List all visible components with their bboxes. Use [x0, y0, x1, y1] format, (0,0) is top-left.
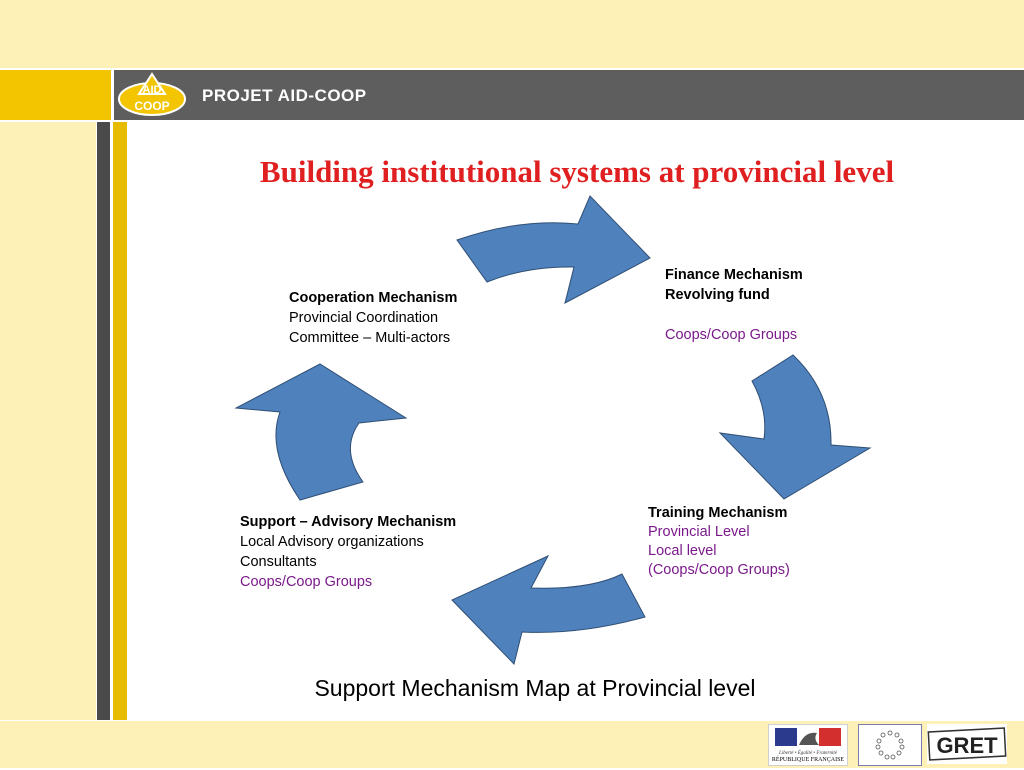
cooperation-line2: Committee – Multi-actors	[289, 330, 451, 346]
training-line3: (Coops/Coop Groups)	[648, 562, 790, 578]
finance-subheading: Revolving fund	[665, 287, 770, 303]
diagram-caption: Support Mechanism Map at Provincial level	[314, 675, 756, 701]
support-groups: Coops/Coop Groups	[240, 574, 373, 590]
finance-mechanism-label	[665, 265, 803, 345]
training-mechanism-label	[648, 504, 790, 580]
support-line1: Local Advisory organizations	[240, 534, 424, 550]
support-mechanism-label	[240, 512, 456, 592]
logo-text-top: AID	[142, 84, 162, 96]
arrow-finance-to-training	[720, 355, 870, 499]
training-heading: Training Mechanism	[648, 505, 788, 521]
eu-stars-icon	[859, 725, 921, 765]
gret-text: GRET	[936, 733, 998, 758]
gret-logo	[927, 724, 1007, 764]
cooperation-mechanism-label	[289, 288, 457, 348]
arrow-training-to-support	[452, 556, 645, 664]
republique-motto: Liberté • Égalité • Fraternité	[779, 751, 837, 756]
header-title: PROJET AID-COOP	[202, 86, 367, 105]
finance-groups: Coops/Coop Groups	[665, 327, 798, 343]
training-line2: Local level	[648, 543, 717, 559]
finance-heading: Finance Mechanism	[665, 267, 803, 283]
support-heading: Support – Advisory Mechanism	[240, 514, 457, 530]
cooperation-heading: Cooperation Mechanism	[289, 290, 458, 306]
support-line2: Consultants	[240, 554, 317, 570]
arrow-cooperation-to-finance	[457, 196, 650, 303]
republique-francaise-logo	[768, 724, 848, 766]
marianne-icon	[769, 725, 847, 765]
republique-name: RÉPUBLIQUE FRANÇAISE	[771, 757, 845, 763]
logo-text-bottom: COOP	[134, 99, 170, 113]
arrow-support-to-cooperation	[236, 364, 406, 500]
slide-title: Building institutional systems at provincial level	[259, 154, 895, 189]
finance-spacer	[665, 305, 803, 325]
training-line1: Provincial Level	[648, 524, 750, 540]
eu-flag-logo	[858, 724, 922, 766]
cooperation-line1: Provincial Coordination	[289, 310, 439, 326]
